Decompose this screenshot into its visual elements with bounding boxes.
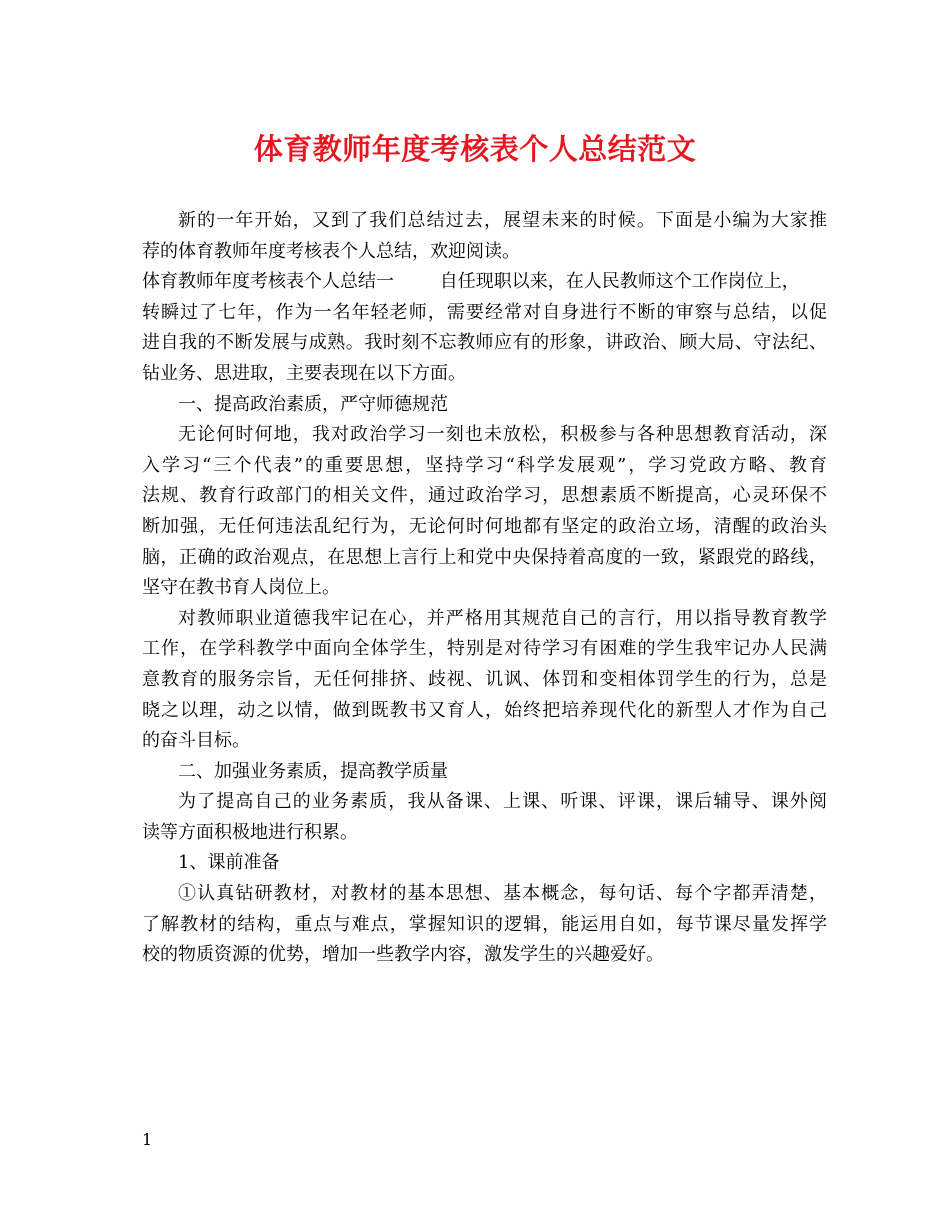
section-heading: 二、加强业务素质，提高教学质量 (178, 760, 448, 782)
text-line: 断加强，无任何违法乱纪行为，无论何时何地都有坚定的政治立场，清醒的政治头 (142, 515, 827, 537)
text-line: 荐的体育教师年度考核表个人总结，欢迎阅读。 (142, 240, 520, 262)
text-line: 校的物质资源的优势，增加一些教学内容，激发学生的兴趣爱好。 (142, 944, 664, 966)
text-line: 法规、教育行政部门的相关文件，通过政治学习，思想素质不断提高，心灵环保不 (142, 485, 827, 507)
text-line: 入学习“三个代表”的重要思想，坚持学习“科学发展观”，学习党政方略、教育 (142, 454, 827, 476)
text-line: 晓之以理，动之以情，做到既教书又育人，始终把培养现代化的新型人才作为自己 (142, 699, 827, 721)
text-line: 坚守在教书育人岗位上。 (142, 577, 340, 599)
text-line: 体育教师年度考核表个人总结一 自任现职以来，在人民教师这个工作岗位上， (142, 271, 800, 293)
text-line: 新的一年开始，又到了我们总结过去，展望未来的时候。下面是小编为大家推 (178, 210, 827, 231)
text-line: 脑，正确的政治观点，在思想上言行上和党中央保持着高度的一致，紧跟党的路线， (142, 546, 827, 568)
text-line: 无论何时何地，我对政治学习一刻也未放松，积极参与各种思想教育活动，深 (178, 424, 827, 446)
text-line: 了解教材的结构，重点与难点，掌握知识的逻辑，能运用自如，每节课尽量发挥学 (142, 913, 827, 935)
text-line: 工作，在学科教学中面向全体学生，特别是对待学习有困难的学生我牢记办人民满 (142, 638, 827, 660)
document-title: 体育教师年度考核表个人总结范文 (253, 132, 697, 166)
subsection-heading: 1、课前准备 (178, 852, 280, 874)
text-line: 钻业务、思进取，主要表现在以下方面。 (142, 362, 466, 384)
text-line: 转瞬过了七年，作为一名年轻老师，需要经常对自身进行不断的审察与总结，以促 (142, 301, 827, 323)
text-line: 进自我的不断发展与成熟。我时刻不忘教师应有的形象，讲政治、顾大局、守法纪、 (142, 332, 827, 354)
text-line: 读等方面积极地进行积累。 (142, 821, 358, 843)
page-number: 1 (142, 1130, 153, 1149)
text-line: 为了提高自己的业务素质，我从备课、上课、听课、评课，课后辅导、课外阅 (178, 791, 827, 813)
section-heading: 一、提高政治素质，严守师德规范 (178, 393, 448, 415)
document-body (142, 206, 827, 971)
text-line: 的奋斗目标。 (142, 730, 250, 752)
text-line: 意教育的服务宗旨，无任何排挤、歧视、讥讽、体罚和变相体罚学生的行为，总是 (142, 668, 827, 690)
text-line: 对教师职业道德我牢记在心，并严格用其规范自己的言行，用以指导教育教学 (178, 607, 827, 629)
text-line: ①认真钻研教材，对教材的基本思想、基本概念，每句话、每个字都弄清楚， (178, 883, 827, 905)
